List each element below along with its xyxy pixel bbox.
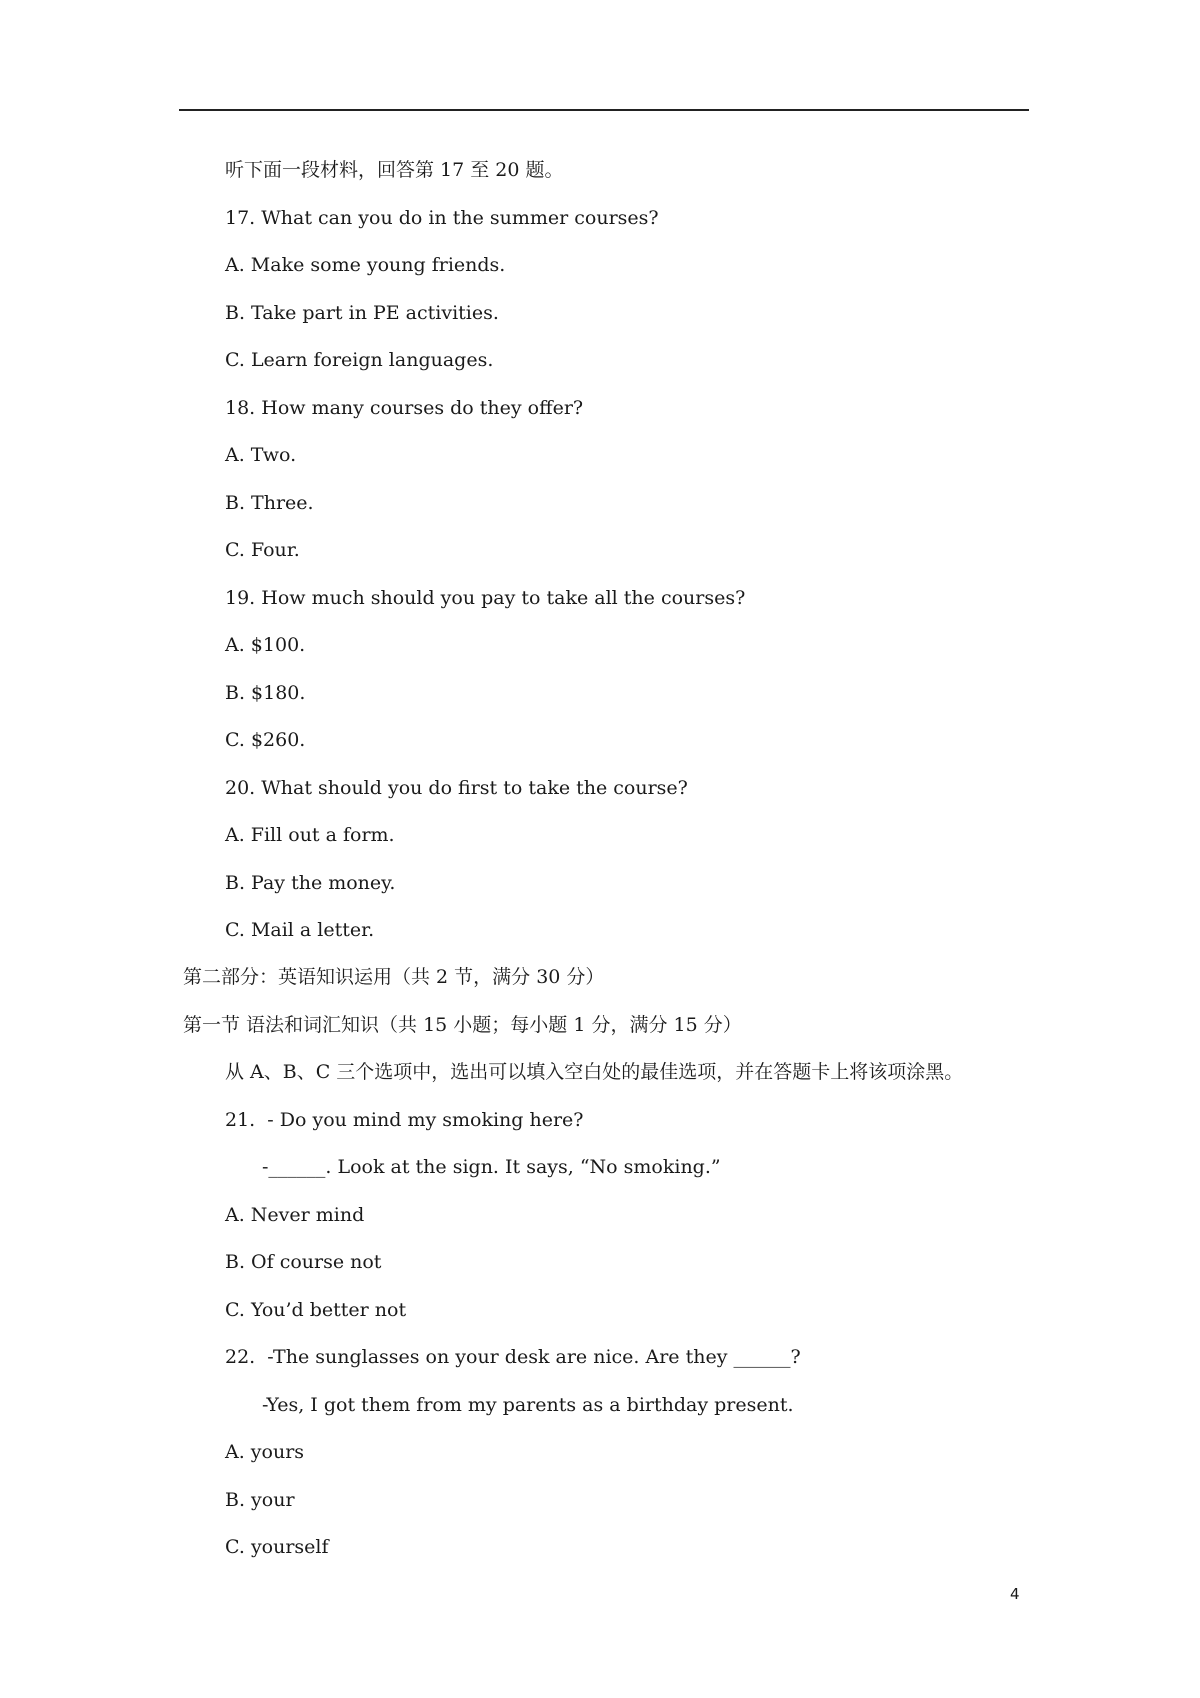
question-22-option-a: A. yours <box>225 1441 305 1463</box>
question-22-option-b: B. your <box>225 1489 295 1511</box>
header-rule <box>179 109 1029 111</box>
question-18-option-b: B. Three. <box>225 492 314 514</box>
question-17-option-c: C. Learn foreign languages. <box>225 349 494 371</box>
part-two-heading: 第二部分：英语知识运用（共 2 节，满分 30 分） <box>183 966 605 988</box>
question-22-stem: 22. -The sunglasses on your desk are nice. Are they ______? <box>225 1346 801 1368</box>
question-20-option-b: B. Pay the money. <box>225 872 396 894</box>
question-17-option-a: A. Make some young friends. <box>225 254 506 276</box>
question-20-option-a: A. Fill out a form. <box>225 824 395 846</box>
question-17-option-b: B. Take part in PE activities. <box>225 302 499 324</box>
question-21-option-c: C. You’d better not <box>225 1299 407 1321</box>
question-19-option-c: C. $260. <box>225 729 306 751</box>
question-22-option-c: C. yourself <box>225 1536 329 1558</box>
section-one-heading: 第一节 语法和词汇知识（共 15 小题；每小题 1 分，满分 15 分） <box>183 1014 742 1036</box>
section-one-instruction: 从 A、B、C 三个选项中，选出可以填入空白处的最佳选项，并在答题卡上将该项涂黑。 <box>225 1061 964 1083</box>
question-20-option-c: C. Mail a letter. <box>225 919 375 941</box>
question-22-reply: -Yes, I got them from my parents as a birthday present. <box>262 1394 794 1416</box>
question-21-stem: 21. - Do you mind my smoking here? <box>225 1109 584 1131</box>
question-21-option-a: A. Never mind <box>225 1204 365 1226</box>
question-19-stem: 19. How much should you pay to take all the courses? <box>225 587 746 609</box>
question-21-reply: -______. Look at the sign. It says, “No smoking.” <box>262 1156 721 1178</box>
question-18-option-a: A. Two. <box>225 444 297 466</box>
question-21-option-b: B. Of course not <box>225 1251 382 1273</box>
page-number: 4 <box>1010 1585 1020 1603</box>
question-19-option-a: A. $100. <box>225 634 306 656</box>
question-18-option-c: C. Four. <box>225 539 300 561</box>
question-20-stem: 20. What should you do first to take the course? <box>225 777 688 799</box>
listening-instruction: 听下面一段材料，回答第 17 至 20 题。 <box>225 159 564 181</box>
question-18-stem: 18. How many courses do they offer? <box>225 397 584 419</box>
question-17-stem: 17. What can you do in the summer courses? <box>225 207 659 229</box>
question-19-option-b: B. $180. <box>225 682 306 704</box>
